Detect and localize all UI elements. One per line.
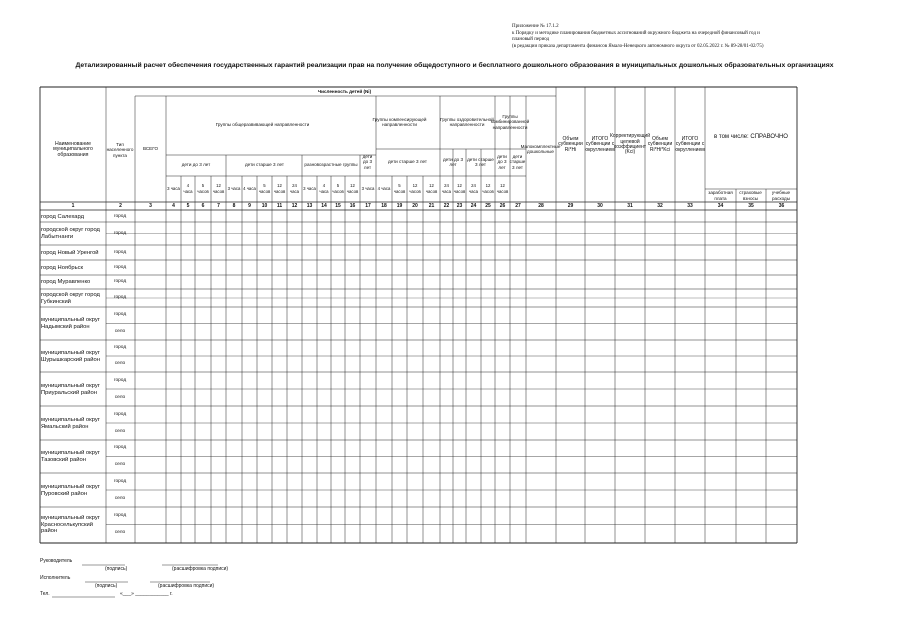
column-number: 2 [119,203,122,209]
header-small: Малокомплектные дошкольные [520,143,561,154]
header-compensating: Группы компенсирующей направленности [372,116,427,127]
header-coef: Корректирующий целевой коэффициент (Kci) [609,133,651,156]
row-type: город [113,279,127,284]
hour-label: 4 часа [319,183,329,194]
column-number: 26 [499,203,506,209]
row-name: муниципальный округ Ямальский район [41,416,100,430]
document-title: Детализированный расчет обеспечения государственных гарантий реализации прав на получение общедоступного и бесплатного дошкольного образования в муниципальных дошкольных образовательных организациях [75,62,834,69]
appendix-line: плановый период [512,37,550,43]
row-type: село [114,461,126,467]
row-name: городской округ город Губкинский [41,291,100,305]
hour-label: 12 часов [496,183,509,194]
column-number: 22 [443,203,450,209]
column-number: 10 [261,203,268,209]
executor-label: Исполнитель [40,575,71,581]
appendix-line: Приложение № 17.1.2 [512,24,559,29]
row-type: село [114,495,126,501]
hour-label: 3 часа [361,185,375,191]
header-salary: заработная плата [708,190,733,201]
hour-label: 3 часа [303,185,316,191]
column-number: 1 [71,203,75,209]
phone-label: Тел. [40,591,50,597]
hour-label: 5 часов [332,183,344,194]
column-number: 20 [412,203,418,209]
column-number: 28 [538,203,544,209]
header-teaching: учебные расходы [771,190,791,201]
header-itogo2: ИТОГО субвенции с округлением [675,135,705,153]
hour-label: 5 часов [393,183,406,194]
header-health-under3: дети до 3 лет [442,156,464,167]
hour-label: 24 часа [441,183,452,194]
column-number: 14 [321,203,327,209]
row-type: город [113,312,127,318]
row-type: город [113,230,127,236]
header-health-over3: дети старше 3 лет [467,156,494,167]
row-name: город Новый Уренгой [41,249,99,256]
row-type: город [113,213,127,219]
hour-label: 3 часа [227,185,241,191]
row-type: город [113,478,127,484]
hour-label: 5 часов [197,183,209,194]
header-general: Группы общеразвивающей направленности [215,122,310,128]
column-number: 17 [365,203,371,209]
header-comp-over3: дети старше 3 лет [387,159,428,165]
header-comp-under3: дети до 3 лет [362,153,373,170]
column-number: 31 [627,203,633,209]
row-type: город [113,411,127,417]
column-number: 25 [485,203,491,209]
hour-label: 3 часа [167,185,180,191]
hour-label: 5 часов [258,183,271,194]
header-comb-over3: дети старше 3 лет [509,153,526,170]
head-label: Руководитель [40,558,73,564]
header-children-count: Численность детей (Ni) [317,89,372,95]
hour-label: 24 часа [289,183,300,194]
column-number: 21 [428,203,435,209]
column-number: 19 [396,203,403,209]
header-comb-under3: дети до 3 лет [497,153,507,170]
header-reference: в том числе: СПРАВОЧНО [714,134,788,141]
row-name: город Ноябрьск [41,264,84,271]
hour-label: 12 часов [273,183,286,194]
column-number: 30 [597,203,603,209]
decoding-hint-2: (расшифровка подписи) [158,583,215,589]
row-name: городской округ город Лабытнанги [41,227,100,240]
row-type: город [113,445,127,451]
row-name: муниципальный округ Шурышкарский район [41,349,100,363]
column-number: 27 [515,203,521,209]
column-number: 16 [349,203,356,209]
row-type: город [113,512,127,518]
hour-label: 24 часа [468,183,479,194]
row-name: муниципальный округ Надымский район [41,317,100,330]
row-name: город Муравленко [41,279,91,286]
row-name: муниципальный округ Красноселькупский район [41,515,100,535]
header-health: Группы оздоровительной направленности [440,116,494,127]
row-type: село [114,530,126,536]
decoding-hint: (расшифровка подписи) [172,566,229,572]
header-itogo1: ИТОГО субвенции с округлением [585,135,615,153]
hour-label: 12 часов [409,183,421,194]
header-type: Тип населенного пункта [106,141,134,158]
header-name: Наименование муниципального образования [53,140,93,158]
row-type: село [114,361,126,366]
column-number: 34 [717,203,724,209]
hour-label: 12 часов [346,183,359,194]
column-number: 36 [778,203,785,209]
column-number: 8 [232,203,236,209]
column-number: 29 [567,203,574,209]
row-type: село [114,428,126,434]
row-type: город [113,249,127,255]
header-insurance: страховые взносы [739,190,762,201]
row-type: город [113,264,127,270]
column-number: 12 [291,203,298,209]
row-type: город [113,345,127,350]
header-diverse: разновозрастные группы [304,162,358,168]
header-over3: дети старше 3 лет [244,162,285,168]
header-under3: дети до 3 лет [181,162,211,168]
column-number: 11 [276,203,283,209]
column-number: 5 [186,203,190,209]
row-name: город Салехард [41,213,85,220]
hour-label: 12 часов [425,183,438,194]
column-number: 13 [306,203,313,209]
row-name: муниципальный округ Приуральский район [41,382,100,396]
date-label: «___» ____________ г. [120,591,173,597]
hour-label: 12 часов [482,183,494,194]
row-type: село [114,328,126,334]
hour-label: 4 часа [183,183,193,194]
row-type: село [114,394,126,400]
row-name: муниципальный округ Тазовский район [41,450,100,463]
hour-label: 4 часа [377,185,391,191]
row-type: город [113,377,127,383]
signature-hint: (подпись) [105,566,128,572]
column-number: 32 [657,203,663,209]
appendix-line: (в редакции приказа департамента финансов Ямало-Ненецкого автономного округа от 02.05.2022 г. № 89-28/01-02/75) [512,43,764,49]
row-name: муниципальный округ Пуровский район [41,483,100,497]
column-number: 33 [687,203,693,209]
column-number: 6 [201,203,205,209]
column-number: 23 [456,203,463,209]
hour-label: 12 часов [453,183,466,194]
header-combined: Группы комбинированной направленности [490,113,530,130]
signature-hint-2: (подпись) [95,583,118,589]
column-number: 9 [248,203,251,209]
hour-label: 4 часа [243,185,256,191]
appendix-line: к Порядку и методике планирования бюджетных ассигнований окружного бюджета на очередной финансовый год и [512,30,760,36]
column-number: 35 [748,203,754,209]
column-number: 4 [172,203,175,209]
header-total: ВСЕГО [142,146,159,152]
column-number: 18 [381,203,387,209]
column-number: 7 [217,203,220,209]
column-number: 15 [335,203,341,209]
header-volume2: Объем субвенции Ri*Hi*Kci [647,135,673,153]
column-number: 3 [149,203,152,209]
header-volume: Объем субвенции Ri*Hi [558,135,583,153]
row-type: город [113,295,127,300]
hour-label: 12 часов [212,183,225,194]
column-number: 24 [470,203,477,209]
